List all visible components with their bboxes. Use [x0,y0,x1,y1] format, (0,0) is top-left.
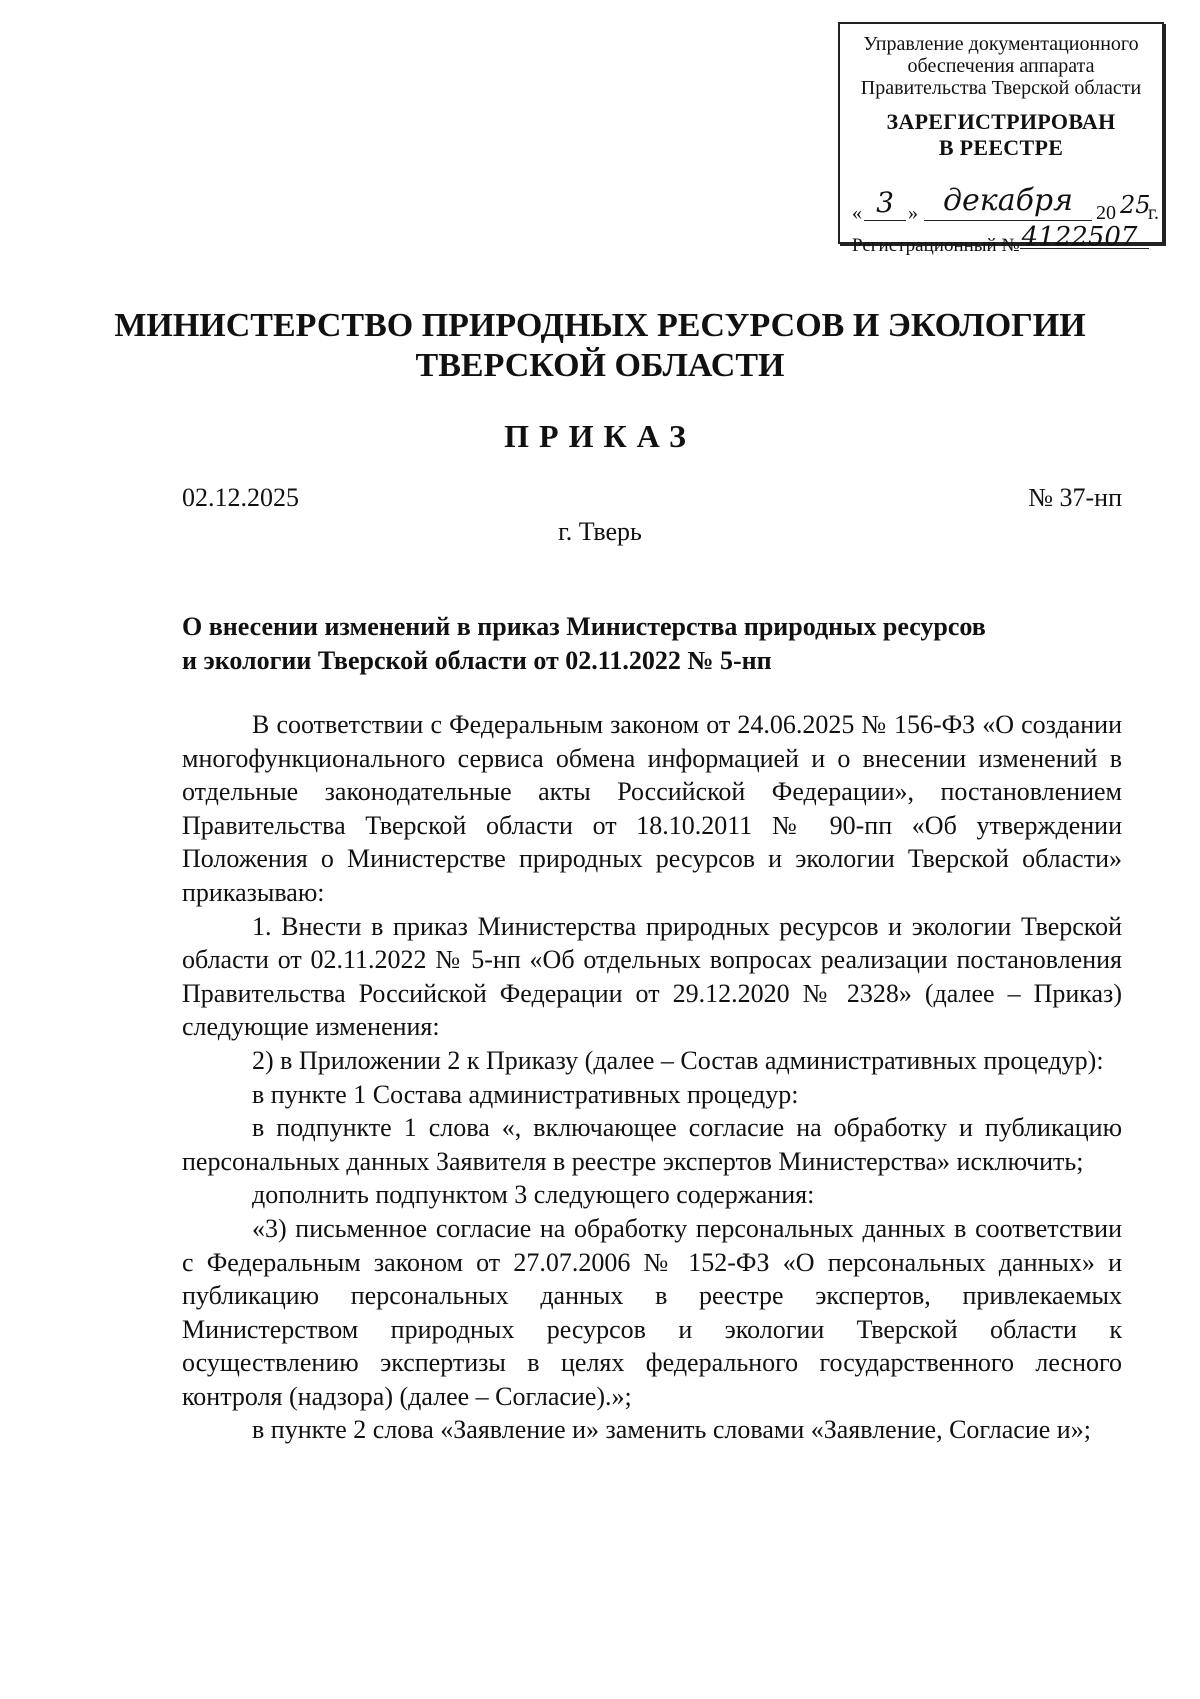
stamp-org-line: Управление документационного [863,33,1139,55]
body-paragraph: «3) письменное согласие на обработку персональных данных в соответствии с Федеральным законом от 27.07.2006 № 152-ФЗ «О персональных данных» и публикацию персональных данных в реестре экспертов, привлекаемых Министерством природных ресурсов и экологии Тверской области к осуществлению экспертизы в целях федерального государственного лесного контроля (надзора) (далее – Согласие).»; [182,1213,1122,1411]
stamp-org-line: обеспечения аппарата [907,55,1095,77]
stamp-quote-open: « [852,202,862,224]
document-type: ПРИКАЗ [504,418,696,454]
subject-line: и экологии Тверской области от 02.11.2022 № 5-нп [182,646,772,675]
document-number: № 37-нп [1028,483,1122,512]
stamp-date-line [852,183,1159,224]
body-paragraph: 2) в Приложении 2 к Приказу (далее – Состав административных процедур): [252,1045,1104,1075]
document-subject [182,610,1082,678]
document-date: 02.12.2025 [182,483,299,512]
body-paragraph: в пункте 1 Состава административных процедур: [252,1079,799,1109]
body-paragraph: 1. Внести в приказ Министерства природных ресурсов и экологии Тверской области от 02.11.2022 № 5-нп «Об отдельных вопросах реализации постановления Правительства Российской Федерации от 29.12.2020 № 2328» (далее – Приказ) следующие изменения: [182,911,1122,1042]
stamp-year-unit: г. [1148,202,1159,224]
document-body [182,708,1122,1447]
stamp-organization [840,24,1162,99]
body-paragraph: В соответствии с Федеральным законом от 24.06.2025 № 156-ФЗ «О создании многофункционального сервиса обмена информацией и о внесении изменений в отдельные законодательные акты Российской Федерации», постановлением Правительства Тверской области от 18.10.2011 № 90-пп «Об утверждении Положения о Министерстве природных ресурсов и экологии Тверской области» приказываю: [182,710,1122,907]
document-city: г. Тверь [558,517,642,546]
registration-stamp [838,22,1164,256]
stamp-reg-label: Регистрационный № [852,235,1020,256]
stamp-registered-line: В РЕЕСТРЕ [938,135,1064,160]
stamp-registered-line: ЗАРЕГИСТРИРОВАН [886,109,1116,134]
ministry-title [0,306,1200,386]
stamp-day: 3 [864,192,906,221]
stamp-registration-number [852,222,1149,257]
body-paragraph: дополнить подпунктом 3 следующего содержания: [252,1180,815,1210]
stamp-org-line: Правительства Тверской области [860,77,1142,99]
stamp-year-suffix: 25 [1120,191,1151,219]
ministry-title-line: МИНИСТЕРСТВО ПРИРОДНЫХ РЕСУРСОВ И ЭКОЛОГИИ [114,307,1086,344]
stamp-quote-close: » [908,202,918,224]
ministry-title-line: ТВЕРСКОЙ ОБЛАСТИ [415,347,785,384]
stamp-reg-number: 4122507 [1020,226,1150,249]
body-paragraph: в подпункте 1 слова «, включающее согласие на обработку и публикацию персональных данных Заявителя в реестре экспертов Министерства» исключить; [182,1113,1122,1176]
body-paragraph: в пункте 2 слова «Заявление и» заменить словами «Заявление, Согласие и»; [252,1415,1091,1445]
stamp-registered-title [840,109,1162,161]
stamp-month: декабря [924,190,1092,221]
subject-line: О внесении изменений в приказ Министерства природных ресурсов [182,612,986,641]
stamp-year-prefix: 20 [1096,202,1116,224]
